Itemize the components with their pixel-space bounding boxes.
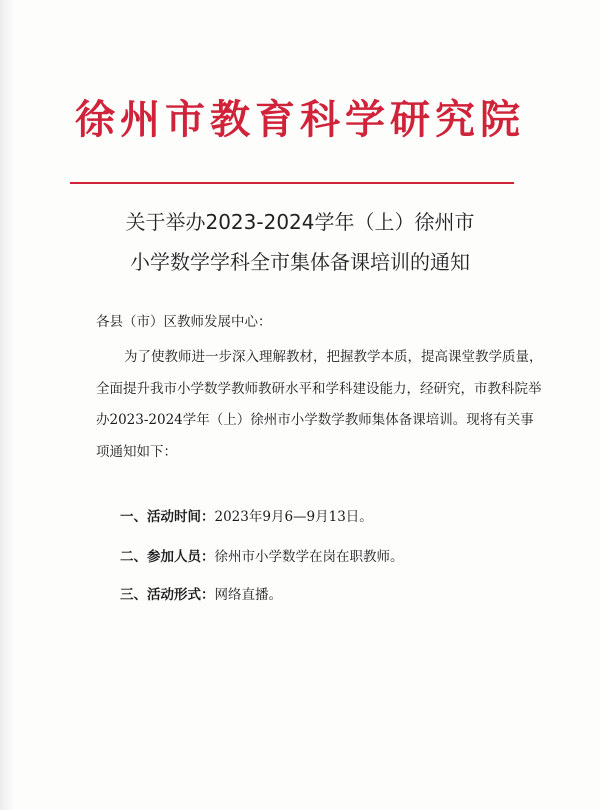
document-title-line-1: 关于举办2023-2024学年（上）徐州市 [125,210,475,234]
item-text: 2023年9月6—9月13日。 [214,509,373,525]
notice-item-participants [120,545,404,565]
institution-header: 徐州市教育科学研究院 [75,96,525,143]
item-heading: 一、活动时间： [120,509,215,525]
salutation: 各县（市）区教师发展中心： [96,314,272,330]
item-text: 徐州市小学数学在岗在职教师。 [214,549,404,565]
item-text: 网络直播。 [214,587,282,603]
notice-item-time [120,505,373,525]
item-heading: 三、活动形式： [120,587,215,603]
red-divider-line [70,182,514,184]
body-paragraph: 为了使教师进一步深入理解教材，把握教学本质，提高课堂教学质量，全面提升我市小学数学教师教研水平和学科建设能力，经研究，市教科院举办2023-2024学年（上）徐州市小学数学教师集体备课培训。现将有关事项通知如下： [96,349,543,460]
item-heading: 二、参加人员： [120,549,215,565]
notice-item-format [120,583,282,603]
document-title-line-2: 小学数学学科全市集体备课培训的通知 [130,250,470,274]
